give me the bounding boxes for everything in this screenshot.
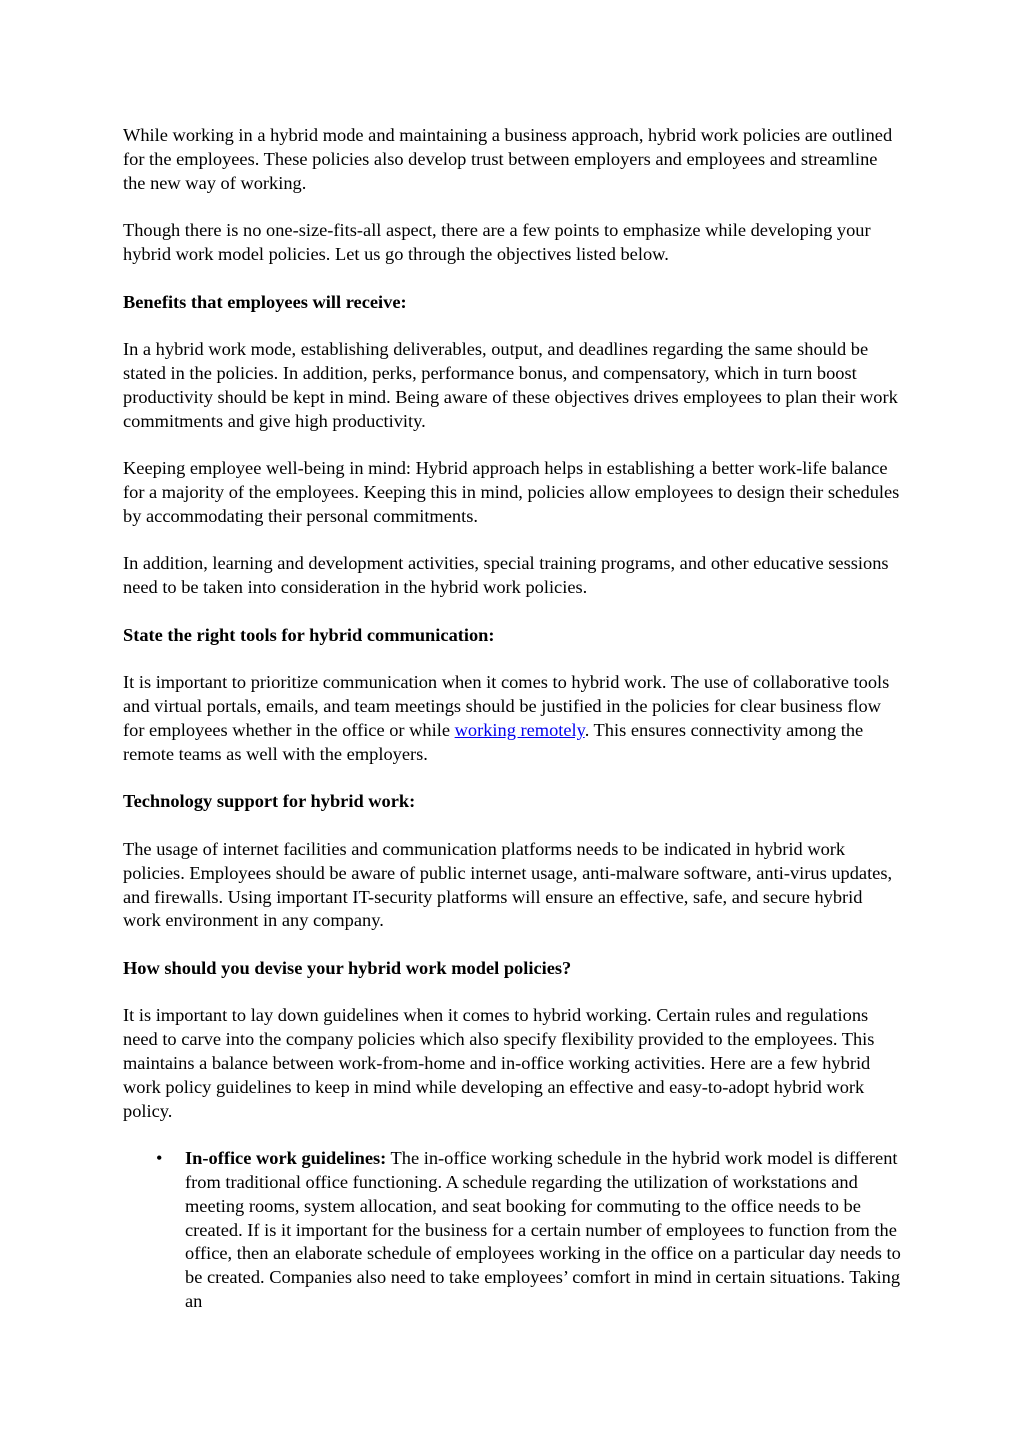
paragraph-communication-text-end: . This ensures connectivity among the remote teams as well with the employers. — [123, 719, 864, 764]
guidelines-list — [123, 1147, 903, 1314]
bullet-icon: • — [156, 1148, 163, 1169]
working-remotely-link[interactable]: working remotely — [454, 719, 585, 740]
heading-devise-policies: How should you devise your hybrid work model policies? — [123, 957, 572, 978]
paragraph-guidelines: It is important to lay down guidelines when it comes to hybrid working. Certain rules and regulations need to carve into the company policies which also specify flexibility provided to the employees. This maintains a balance between work-from-home and in-office working activities. Here are a few hybrid work policy guidelines to keep in mind while developing an effective and easy-to-adopt hybrid work policy. — [123, 1005, 875, 1121]
paragraph-intro: While working in a hybrid mode and maintaining a business approach, hybrid work policies are outlined for the employees. These policies also develop trust between employers and employees and streamline the new way of working. — [123, 125, 893, 193]
list-item-title: In-office work guidelines: — [185, 1148, 387, 1169]
paragraph-deliverables: In a hybrid work mode, establishing deliverables, output, and deadlines regarding the same should be stated in the policies. In addition, perks, performance bonus, and compensatory, which in turn boost productivity should be kept in mind. Being aware of these objectives drives employees to plan their work commitments and give high productivity. — [123, 339, 898, 431]
heading-benefits: Benefits that employees will receive: — [123, 291, 407, 312]
paragraph-communication — [123, 671, 903, 766]
list-item-text: The in-office working schedule in the hybrid work model is different from traditional office functioning. A schedule regarding the utilization of workstations and meeting rooms, system allocation, and seat booking for commuting to the office needs to be created. If is it important for the business for a certain number of employees to function from the office, then an elaborate schedule of employees working in the office on a particular day needs to be created. Companies also need to take employees’ comfort in mind in certain situations. Taking an — [185, 1148, 901, 1312]
paragraph-learning: In addition, learning and development activities, special training programs, and other educative sessions need to be taken into consideration in the hybrid work policies. — [123, 553, 889, 598]
paragraph-internet: The usage of internet facilities and communication platforms needs to be indicated in hybrid work policies. Employees should be aware of public internet usage, anti-malware software, anti-virus updates, and firewalls. Using important IT-security platforms will ensure an effective, safe, and secure hybrid work environment in any company. — [123, 838, 893, 931]
paragraph-communication-text: It is important to prioritize communication when it comes to hybrid work. The use of collaborative tools and virtual portals, emails, and team meetings should be justified in the policies for clear business flow for employees whether in the office or while — [123, 672, 890, 740]
paragraph-well-being: Keeping employee well-being in mind: Hybrid approach helps in establishing a better work-life balance for a majority of the employees. Keeping this in mind, policies allow employees to design their schedules by accommodating their personal commitments. — [123, 458, 900, 526]
document-page — [123, 124, 903, 1314]
paragraph-no-one-size: Though there is no one-size-fits-all aspect, there are a few points to emphasize while developing your hybrid work model policies. Let us go through the objectives listed below. — [123, 220, 871, 264]
list-item — [123, 1147, 903, 1314]
heading-tools: State the right tools for hybrid communication: — [123, 624, 495, 645]
heading-technology: Technology support for hybrid work: — [123, 791, 416, 812]
